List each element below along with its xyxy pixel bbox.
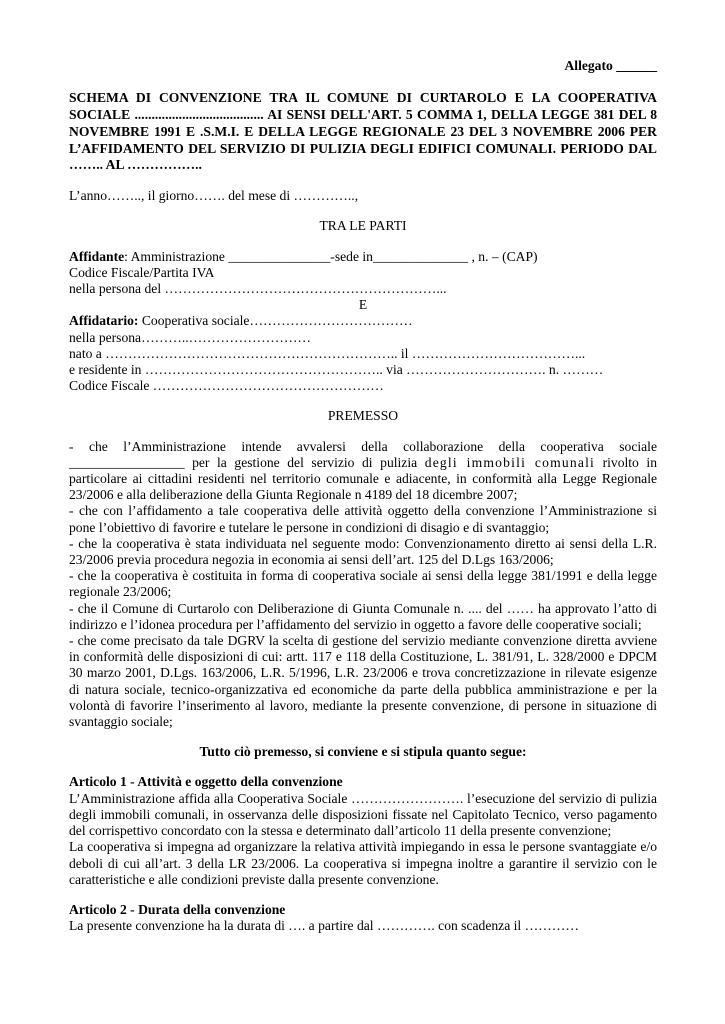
affidante-persona: nella persona del ……………………………………………………... xyxy=(69,281,447,296)
affidante-line xyxy=(69,249,657,265)
affidante-line-text: : Amministrazione _______________-sede in______________ , n. – (CAP) xyxy=(124,248,538,264)
premesso-item: - che la cooperativa è costituita in forma di cooperativa sociale ai sensi della legge 381/1991 e della legge regionale 23/2006; xyxy=(69,568,657,600)
articolo-heading: Articolo 1 - Attività e oggetto della convenzione xyxy=(69,774,343,790)
affidatario-line xyxy=(69,313,657,329)
date-line: L’anno…….., il giorno……. del mese di ………….., xyxy=(69,188,359,204)
affidatario-residente: e residente in …………………………………………….. via …………………………. n. ……… xyxy=(69,362,604,378)
affidatario-block xyxy=(69,313,657,394)
articolo-1 xyxy=(69,774,657,887)
premesso-item-spaced-text: degli immobili comunali xyxy=(424,454,596,470)
articolo-paragraph: L’Amministrazione affida alla Cooperativa Sociale ……………………. l’esecuzione del servizio di pulizia degli immobili comunali, in osservanza delle disposizioni fissate nel Capitolato Tecnico, verso pagamento del corrispettivo concordato con la stessa e determinato dall’articolo 11 della presente convenzione; xyxy=(69,790,657,839)
e-separator: E xyxy=(358,297,368,313)
affidante-codice-fiscale: Codice Fiscale/Partita IVA xyxy=(69,264,215,280)
premesso-item: - che come precisato da tale DGRV la scelta di gestione del servizio mediante convenzione diretta avviene in conformità delle disposizioni di cui: artt. 117 e 118 della Costituzione, L. 381/91, L. 328/2000 e DPCM 30 marzo 2001, D.Lgs. 163/2006, L.R. 5/1996, L.R. 23/2006 e trova concretizzazione in rilevate esigenze di natura sociale, tecnico-organizzativa ed economiche da parte della pubblica amministrazione e per la volontà di favorire l’inserimento al lavoro, mediante la presente convenzione, di persone in situazione di svantaggio sociale; xyxy=(69,633,657,730)
affidatario-persona: nella persona………..……………………… xyxy=(69,329,312,345)
premesso-item-text: rivolto in particolare ai cittadini residenti nel territorio comunale e adiacente, in conformità alla Legge Regionale 23/2006 e alla deliberazione della Giunta Regionale n 4189 del 18 dicembre 2007; xyxy=(69,454,657,503)
affidatario-line-text: Cooperativa sociale……………………………… xyxy=(138,313,413,329)
articolo-paragraph: La presente convenzione ha la durata di …. a partire dal …………. con scadenza il ………… xyxy=(69,918,579,934)
affidatario-nato: nato a ……………………………………………………….. il ………………………………... xyxy=(69,345,586,361)
premesso-list xyxy=(69,439,657,731)
premesso-item: - che con l’affidamento a tale cooperativa delle attività oggetto della convenzione l’Amministrazione si pone l’obiettivo di favorire e tutelare le persone in condizioni di disagio e di svantaggio; xyxy=(69,503,657,535)
affidatario-label: Affidatario: xyxy=(69,313,139,329)
articolo-heading: Articolo 2 - Durata della convenzione xyxy=(69,901,286,917)
premesso-heading: PREMESSO xyxy=(327,408,399,424)
affidante-block xyxy=(69,249,657,298)
articolo-paragraph: La cooperativa si impegna ad organizzare la relativa attività impiegando in essa le persone svantaggiate e/o deboli di cui all’art. 3 della LR 23/2006. La cooperativa si impegna inoltre a garantire il servizio con le caratteristiche e alle condizioni previste dalla presente convenzione. xyxy=(69,839,657,887)
stipula-heading: Tutto ciò premesso, si conviene e si stipula quanto segue: xyxy=(199,744,527,760)
premesso-item-text: - che l’Amministrazione intende avvalersi della collaborazione della cooperativa sociale _________________ per la gestione del servizio di pulizia xyxy=(69,438,657,470)
document-page xyxy=(69,58,657,934)
articolo-2 xyxy=(69,902,657,934)
tra-le-parti-heading: TRA LE PARTI xyxy=(319,218,407,234)
premesso-item: - che la cooperativa è stata individuata nel seguente modo: Convenzionamento diretto ai sensi della L.R. 23/2006 previa procedura negozia in economia ai sensi dell’art. 125 del D.Lgs 163/2006; xyxy=(69,535,657,568)
allegato-label: Allegato ______ xyxy=(564,58,657,73)
document-title: SCHEMA DI CONVENZIONE TRA IL COMUNE DI CURTAROLO E LA COOPERATIVA SOCIALE ...................................... AI SENSI DELL'ART. 5 COMMA 1, DELLA LEGGE 381 DEL 8 NOVEMBRE 1991 E .S.M.I. E DELLA LEGGE REGIONALE 23 DEL 3 NOVEMBRE 2006 PER L’AFFIDAMENTO DEL SERVIZIO DI PULIZIA DEGLI EDIFICI COMUNALI. PERIODO DAL …….. AL …………….. xyxy=(69,90,657,173)
affidatario-codice-fiscale: Codice Fiscale …………………………………………… xyxy=(69,378,384,394)
premesso-item: - che il Comune di Curtarolo con Deliberazione di Giunta Comunale n. .... del …… ha approvato l’atto di indirizzo e l’idonea procedura per l’affidamento del servizio in oggetto a favore delle cooperative sociali; xyxy=(69,600,657,632)
premesso-item xyxy=(69,439,657,504)
affidante-label: Affidante xyxy=(69,248,125,264)
